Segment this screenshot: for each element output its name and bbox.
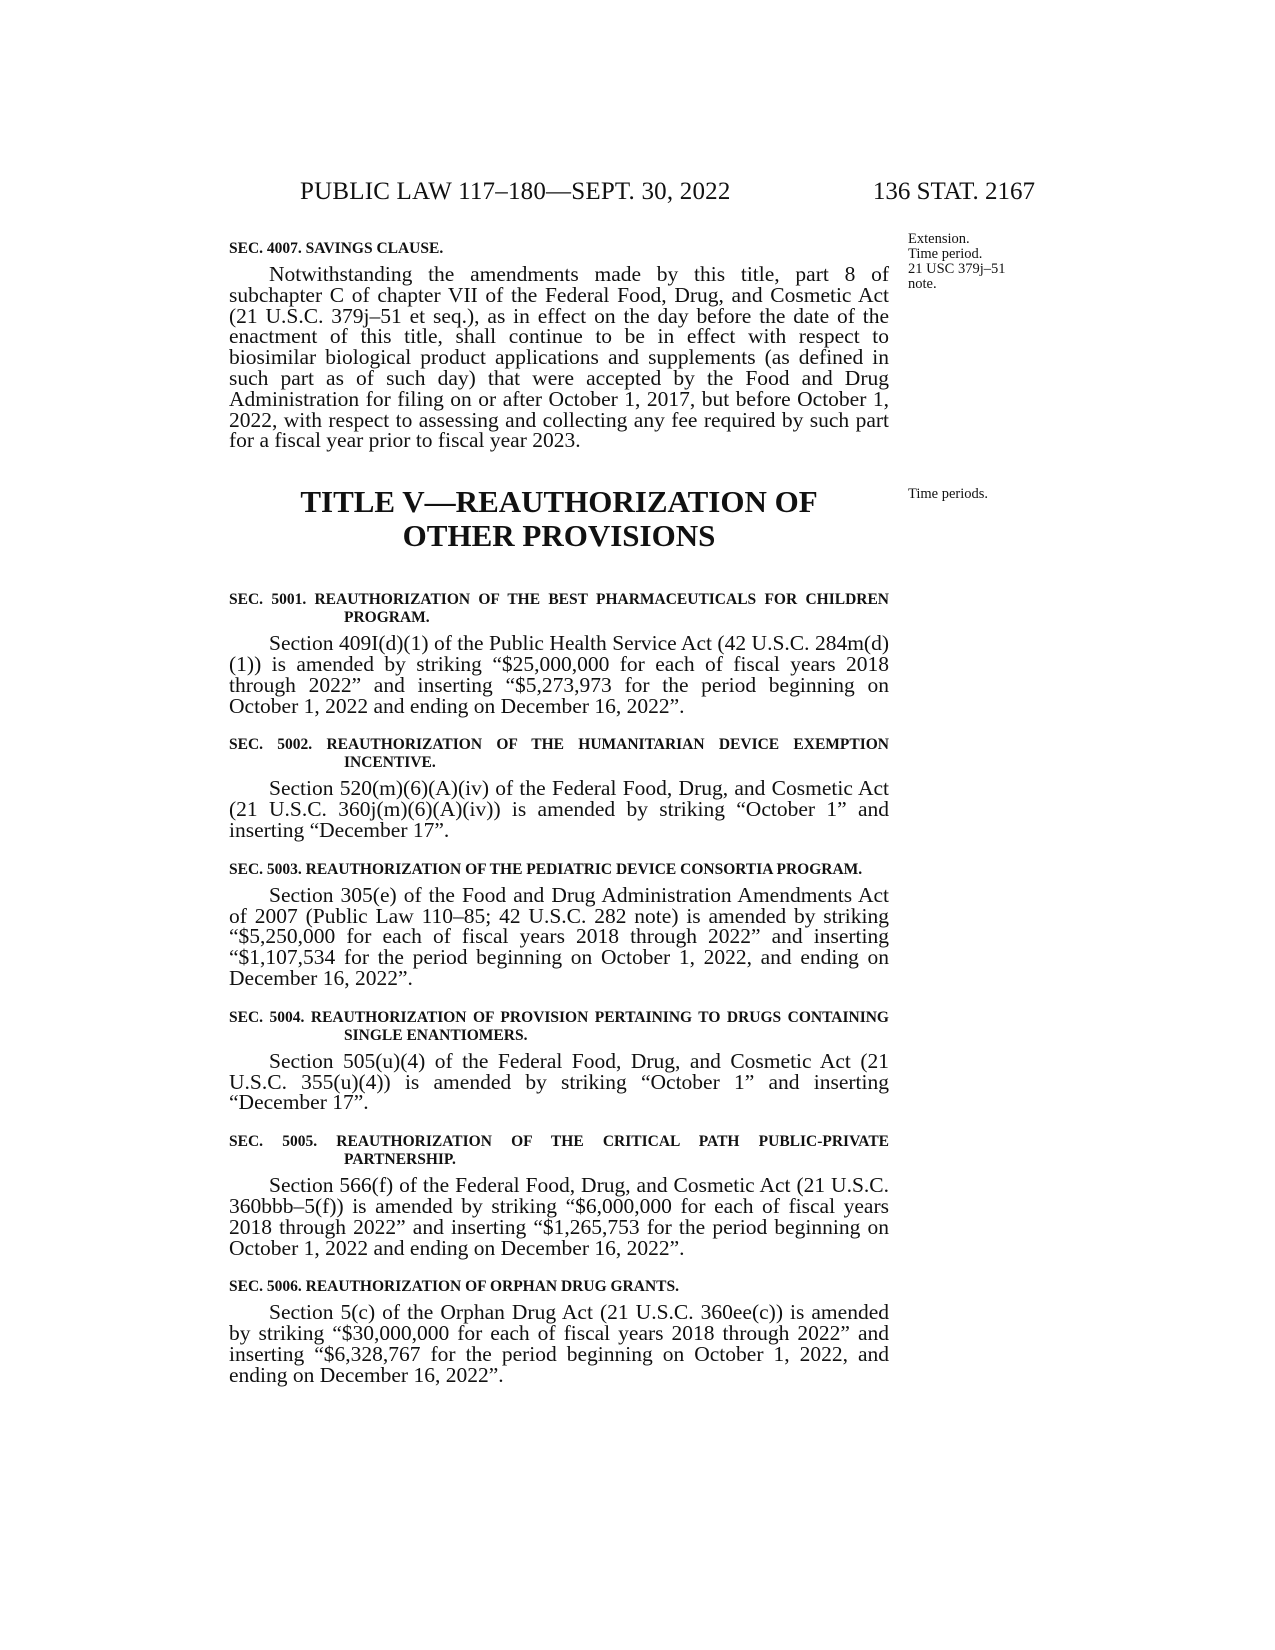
main-text xyxy=(229,240,889,1386)
page-header-stat: 136 STAT. 2167 xyxy=(872,178,1035,205)
section-text-5004: Section 505(u)(4) of the Federal Food, Drug, and Cosmetic Act (21 U.S.C. 355(u)(4)) is amended by striking “October 1” and inserting “December 17”. xyxy=(229,1048,889,1115)
section-text-4007: Notwithstanding the amendments made by this title, part 8 of subchapter C of chapter VII of the Federal Food, Drug, and Cosmetic Act (21 U.S.C. 379j–51 et seq.), as in effect on the day before the date of the enactment of this title, shall continue to be in effect with respect to biosimilar biological product applications and supplements (as defined in such part as of such day) that were accepted by the Food and Drug Administration for filing on or after October 1, 2017, but before October 1, 2022, with respect to assessing and collecting any fee required by such part for a fiscal year prior to fiscal year 2023. xyxy=(229,262,889,453)
page-header-title: PUBLIC LAW 117–180—SEPT. 30, 2022 xyxy=(300,178,731,205)
section-heading-5005: SEC. 5005. REAUTHORIZATION OF THE CRITICAL PATH PUBLIC-PRIVATE PARTNERSHIP. xyxy=(229,1133,889,1169)
section-text-5006: Section 5(c) of the Orphan Drug Act (21 U.S.C. 360ee(c)) is amended by striking “$30,000,000 for each of fiscal years 2018 through 2022” and inserting “$6,328,767 for the period beginning on October 1, 2022, and ending on December 16, 2022”. xyxy=(229,1300,889,1387)
running-head xyxy=(0,178,1275,212)
section-text-5003: Section 305(e) of the Food and Drug Administration Amendments Act of 2007 (Public Law 110–85; 42 U.S.C. 282 note) is amended by striking “$5,250,000 for each of fiscal years 2018 through 2022” and inserting “$1,107,534 for the period beginning on October 1, 2022, and ending on December 16, 2022”. xyxy=(229,882,889,990)
margin-note-line: 21 USC 379j–51 xyxy=(908,261,1006,277)
margin-note-line: Extension. xyxy=(908,231,970,247)
section-text-5005: Section 566(f) of the Federal Food, Drug, and Cosmetic Act (21 U.S.C. 360bbb–5(f)) is amended by striking “$6,000,000 for each of fiscal years 2018 through 2022” and inserting “$1,265,753 for the period beginning on October 1, 2022 and ending on December 16, 2022”. xyxy=(229,1173,889,1260)
margin-note-line: Time period. xyxy=(908,246,983,262)
section-heading-5001: SEC. 5001. REAUTHORIZATION OF THE BEST PHARMACEUTICALS FOR CHILDREN PROGRAM. xyxy=(229,591,889,627)
margin-note-time-periods: Time periods. xyxy=(908,486,989,502)
section-heading-5003: SEC. 5003. REAUTHORIZATION OF THE PEDIATRIC DEVICE CONSORTIA PROGRAM. xyxy=(229,860,863,878)
section-text-5001: Section 409I(d)(1) of the Public Health Service Act (42 U.S.C. 284m(d)(1)) is amended by striking “$25,000,000 for each of fiscal years 2018 through 2022” and inserting “$5,273,973 for the period beginning on October 1, 2022 and ending on December 16, 2022”. xyxy=(229,631,889,718)
margin-note-line: note. xyxy=(908,276,937,292)
margin-note-extension xyxy=(908,232,1006,292)
title-line-2: OTHER PROVISIONS xyxy=(402,518,716,554)
section-text-5002: Section 520(m)(6)(A)(iv) of the Federal Food, Drug, and Cosmetic Act (21 U.S.C. 360j(m)(6)(A)(iv)) is amended by striking “October 1” and inserting “December 17”. xyxy=(229,776,889,842)
title-heading xyxy=(229,485,889,553)
section-heading-5006: SEC. 5006. REAUTHORIZATION OF ORPHAN DRUG GRANTS. xyxy=(229,1278,679,1296)
title-line-1: TITLE V—REAUTHORIZATION OF xyxy=(300,484,818,520)
section-heading-4007: SEC. 4007. SAVINGS CLAUSE. xyxy=(229,240,444,257)
section-heading-5004: SEC. 5004. REAUTHORIZATION OF PROVISION PERTAINING TO DRUGS CONTAINING SINGLE ENANTIOMERS. xyxy=(229,1008,889,1044)
section-heading-5002: SEC. 5002. REAUTHORIZATION OF THE HUMANITARIAN DEVICE EXEMPTION INCENTIVE. xyxy=(229,736,889,772)
